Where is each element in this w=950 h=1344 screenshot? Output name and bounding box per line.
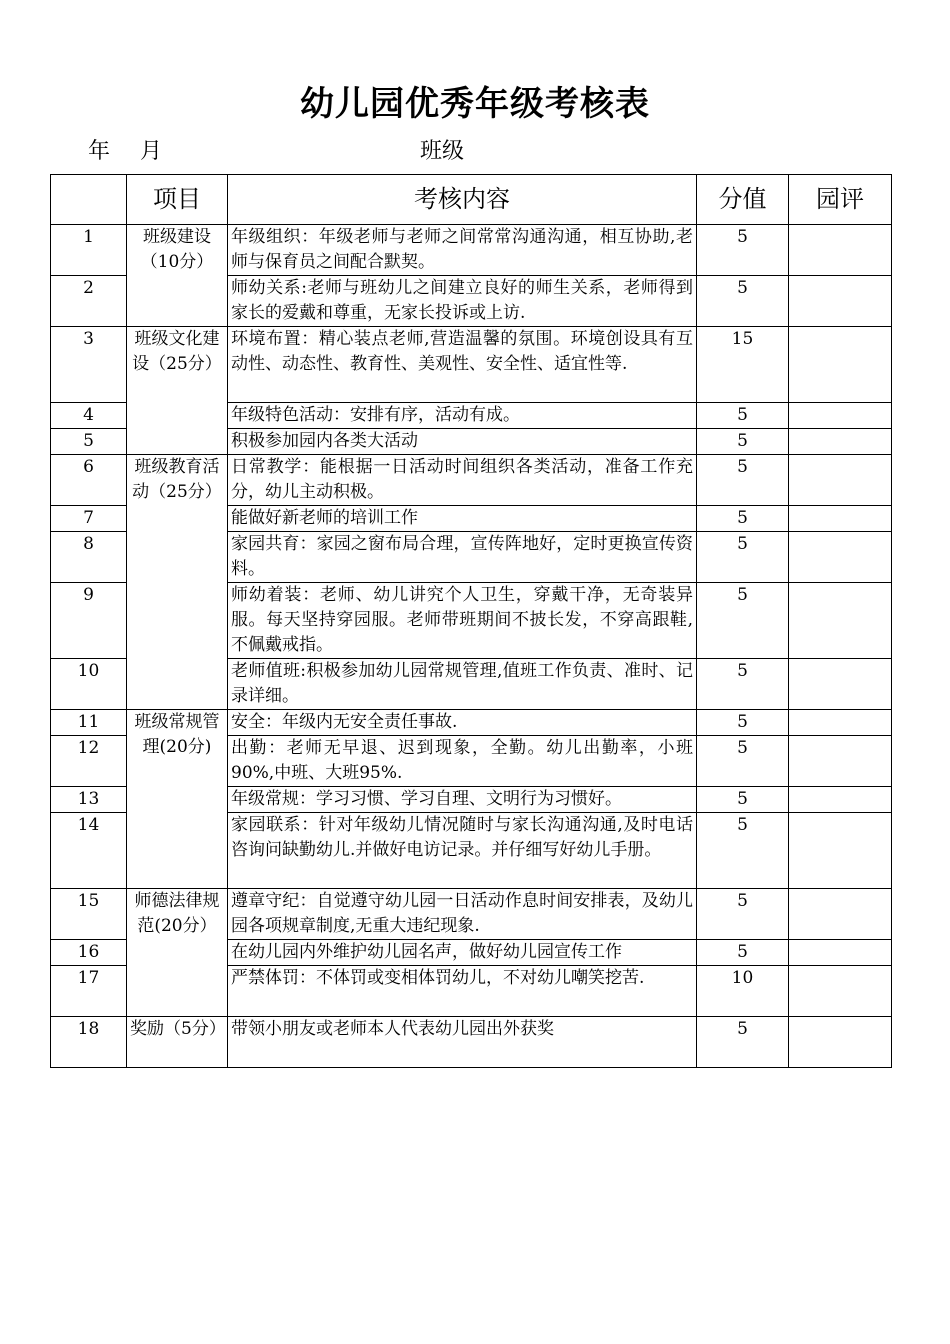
content-cell: 能做好新老师的培训工作 — [228, 506, 697, 532]
header-score: 分值 — [697, 175, 789, 225]
content-cell: 年级组织：年级老师与老师之间常常沟通沟通，相互协助,老师与保育员之间配合默契。 — [228, 225, 697, 276]
category-cell: 师德法律规范(20分） — [127, 889, 228, 1017]
table-row — [51, 327, 892, 403]
evaluation-cell[interactable] — [789, 659, 892, 710]
row-number: 2 — [51, 276, 127, 327]
row-number: 12 — [51, 736, 127, 787]
content-cell: 出勤：老师无早退、迟到现象，全勤。幼儿出勤率，小班90%,中班、大班95%. — [228, 736, 697, 787]
score-cell: 5 — [697, 532, 789, 583]
evaluation-cell[interactable] — [789, 940, 892, 966]
evaluation-cell[interactable] — [789, 1017, 892, 1068]
evaluation-cell[interactable] — [789, 787, 892, 813]
score-cell: 10 — [697, 966, 789, 1017]
content-cell: 在幼儿园内外维护幼儿园名声，做好幼儿园宣传工作 — [228, 940, 697, 966]
evaluation-cell[interactable] — [789, 813, 892, 889]
row-number: 6 — [51, 455, 127, 506]
row-number: 1 — [51, 225, 127, 276]
year-label: 年 — [88, 139, 111, 164]
page-title: 幼儿园优秀年级考核表 — [300, 84, 650, 124]
category-cell: 班级建设（10分） — [127, 225, 228, 327]
content-cell: 带领小朋友或老师本人代表幼儿园出外获奖 — [228, 1017, 697, 1068]
header-content: 考核内容 — [228, 175, 697, 225]
class-label: 班级 — [420, 139, 465, 164]
score-cell: 5 — [697, 403, 789, 429]
content-cell: 家园共育：家园之窗布局合理，宣传阵地好，定时更换宣传资料。 — [228, 532, 697, 583]
row-number: 3 — [51, 327, 127, 403]
category-cell: 奖励（5分） — [127, 1017, 228, 1068]
score-cell: 5 — [697, 455, 789, 506]
score-cell: 5 — [697, 813, 789, 889]
table-row — [51, 455, 892, 506]
score-cell: 15 — [697, 327, 789, 403]
evaluation-cell[interactable] — [789, 583, 892, 659]
evaluation-cell[interactable] — [789, 966, 892, 1017]
evaluation-cell[interactable] — [789, 506, 892, 532]
evaluation-cell[interactable] — [789, 736, 892, 787]
score-cell: 5 — [697, 710, 789, 736]
evaluation-cell[interactable] — [789, 455, 892, 506]
score-cell: 5 — [697, 736, 789, 787]
table-row — [51, 889, 892, 940]
score-cell: 5 — [697, 787, 789, 813]
evaluation-cell[interactable] — [789, 403, 892, 429]
content-cell: 日常教学：能根据一日活动时间组织各类活动，准备工作充分，幼儿主动积极。 — [228, 455, 697, 506]
evaluation-cell[interactable] — [789, 889, 892, 940]
content-cell: 年级常规：学习习惯、学习自理、文明行为习惯好。 — [228, 787, 697, 813]
row-number: 15 — [51, 889, 127, 940]
category-cell: 班级教育活动（25分） — [127, 455, 228, 710]
category-cell: 班级常规管理(20分) — [127, 710, 228, 889]
content-cell: 安全：年级内无安全责任事故. — [228, 710, 697, 736]
header-evaluation: 园评 — [789, 175, 892, 225]
score-cell: 5 — [697, 276, 789, 327]
content-cell: 师幼着装：老师、幼儿讲究个人卫生，穿戴干净，无奇装异服。每天坚持穿园服。老师带班期间不披长发，不穿高跟鞋,不佩戴戒指。 — [228, 583, 697, 659]
score-cell: 5 — [697, 940, 789, 966]
table-row — [51, 710, 892, 736]
row-number: 13 — [51, 787, 127, 813]
row-number: 10 — [51, 659, 127, 710]
content-cell: 环境布置：精心装点老师,营造温馨的氛围。环境创设具有互动性、动态性、教育性、美观性、安全性、适宜性等. — [228, 327, 697, 403]
row-number: 11 — [51, 710, 127, 736]
header-no — [51, 175, 127, 225]
evaluation-cell[interactable] — [789, 225, 892, 276]
row-number: 18 — [51, 1017, 127, 1068]
table-row — [51, 225, 892, 276]
header-item: 项目 — [127, 175, 228, 225]
table-row — [51, 1017, 892, 1068]
evaluation-cell[interactable] — [789, 276, 892, 327]
assessment-table — [50, 174, 892, 1068]
row-number: 9 — [51, 583, 127, 659]
row-number: 16 — [51, 940, 127, 966]
month-label: 月 — [140, 139, 163, 164]
content-cell: 积极参加园内各类大活动 — [228, 429, 697, 455]
header-row — [51, 175, 892, 225]
content-cell: 年级特色活动：安排有序，活动有成。 — [228, 403, 697, 429]
score-cell: 5 — [697, 429, 789, 455]
content-cell: 师幼关系:老师与班幼儿之间建立良好的师生关系，老师得到家长的爱戴和尊重，无家长投诉或上访. — [228, 276, 697, 327]
score-cell: 5 — [697, 1017, 789, 1068]
score-cell: 5 — [697, 889, 789, 940]
evaluation-cell[interactable] — [789, 429, 892, 455]
score-cell: 5 — [697, 225, 789, 276]
content-cell: 老师值班:积极参加幼儿园常规管理,值班工作负责、准时、记录详细。 — [228, 659, 697, 710]
row-number: 17 — [51, 966, 127, 1017]
evaluation-cell[interactable] — [789, 710, 892, 736]
category-cell: 班级文化建设（25分） — [127, 327, 228, 455]
row-number: 7 — [51, 506, 127, 532]
row-number: 8 — [51, 532, 127, 583]
score-cell: 5 — [697, 506, 789, 532]
content-cell: 遵章守纪：自觉遵守幼儿园一日活动作息时间安排表，及幼儿园各项规章制度,无重大违纪现象. — [228, 889, 697, 940]
row-number: 14 — [51, 813, 127, 889]
evaluation-cell[interactable] — [789, 532, 892, 583]
score-cell: 5 — [697, 583, 789, 659]
row-number: 5 — [51, 429, 127, 455]
evaluation-cell[interactable] — [789, 327, 892, 403]
content-cell: 家园联系：针对年级幼儿情况随时与家长沟通沟通,及时电话咨询问缺勤幼儿.并做好电访记录。并仔细写好幼儿手册。 — [228, 813, 697, 889]
content-cell: 严禁体罚：不体罚或变相体罚幼儿，不对幼儿嘲笑挖苦. — [228, 966, 697, 1017]
row-number: 4 — [51, 403, 127, 429]
score-cell: 5 — [697, 659, 789, 710]
